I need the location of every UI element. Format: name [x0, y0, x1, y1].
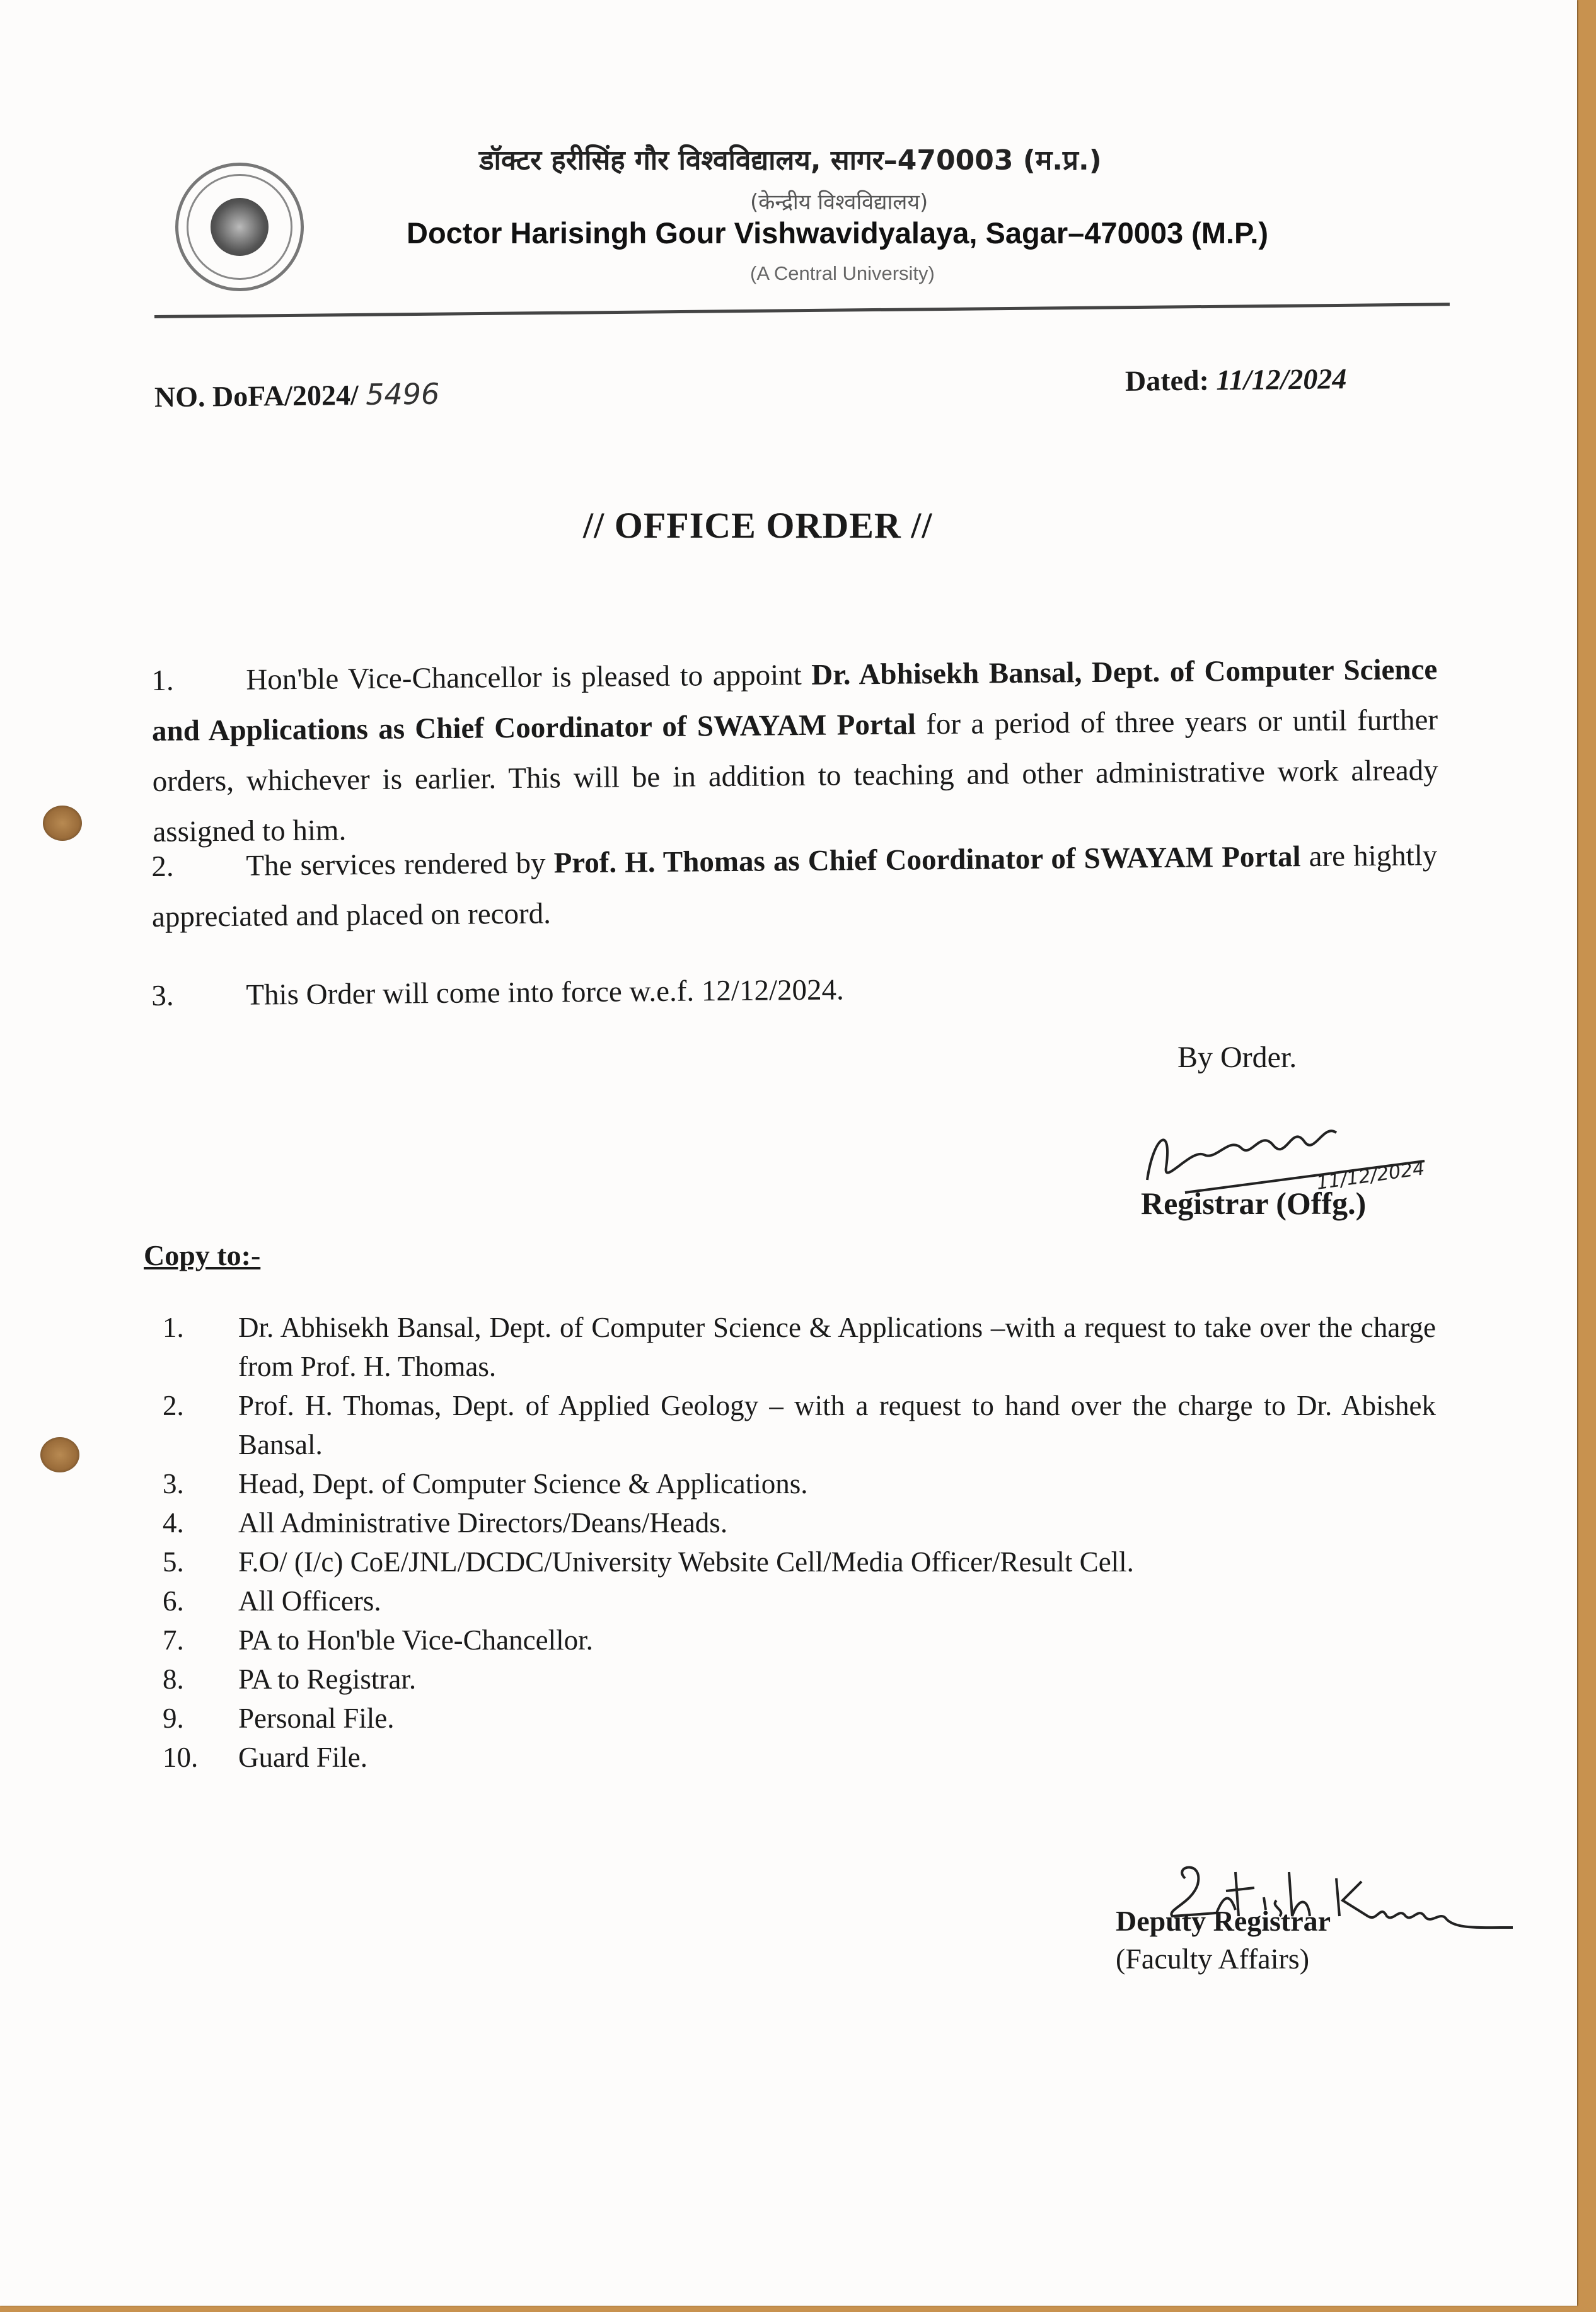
paragraph-text: Hon'ble Vice-Chancellor is pleased to appoint: [246, 658, 812, 696]
copy-to-item: [163, 1621, 1436, 1660]
copy-to-item: [163, 1503, 1436, 1542]
paragraph-text: for a period of three years or until further orders, whichever is earlier. This will be in addition to teaching and other administrative work already assigned to him.: [152, 703, 1438, 848]
date-line: [1125, 362, 1347, 398]
punch-hole-bottom: [40, 1437, 79, 1472]
copy-to-item-number: 4.: [163, 1507, 184, 1539]
paragraph-number: 2.: [151, 850, 174, 883]
copy-to-item-number: 7.: [163, 1624, 184, 1656]
paragraph-3: [151, 959, 1438, 1021]
deputy-registrar-department: (Faculty Affairs): [1116, 1943, 1310, 1975]
paragraph-text: are hightly appreciated and placed on record.: [151, 839, 1438, 933]
copy-to-list: [163, 1308, 1436, 1777]
copy-to-item-text: Personal File.: [238, 1702, 395, 1734]
registrar-designation: Registrar (Offg.): [1141, 1186, 1367, 1221]
copy-to-item: [163, 1581, 1436, 1621]
dated-label: Dated:: [1125, 364, 1210, 397]
paragraph-2: [151, 830, 1438, 942]
punch-hole-top: [43, 806, 82, 841]
copy-to-item-number: 1.: [163, 1312, 184, 1343]
copy-to-item-number: 8.: [163, 1663, 184, 1695]
copy-to-item-number: 5.: [163, 1546, 184, 1578]
copy-to-item-text: All Officers.: [238, 1585, 381, 1617]
paragraph-text: This Order will come into force w.e.f. 12/12/2024.: [246, 973, 845, 1012]
seal-emblem-icon: [211, 198, 269, 256]
copy-to-item-text: Prof. H. Thomas, Dept. of Applied Geology – with a request to hand over the charge to Dr. Abishek Bansal.: [238, 1390, 1436, 1460]
reference-number: [154, 377, 440, 414]
reference-prefix: NO. DoFA/2024/: [154, 378, 359, 413]
hindi-university-name: डॉक्टर हरीसिंह गौर विश्वविद्यालय, सागर–470003 (म.प्र.): [479, 144, 1102, 176]
copy-to-item-number: 10.: [163, 1742, 199, 1773]
copy-to-item: [163, 1542, 1436, 1581]
copy-to-item: [163, 1660, 1436, 1699]
paragraph-bold-text: Prof. H. Thomas as Chief Coordinator of SWAYAM Portal: [553, 840, 1301, 880]
reference-handwritten-number: 5496: [365, 376, 440, 412]
document-title: // OFFICE ORDER //: [583, 505, 933, 546]
copy-to-item: [163, 1308, 1436, 1386]
header-divider: [154, 303, 1450, 318]
copy-to-item: [163, 1738, 1436, 1777]
copy-to-item-number: 6.: [163, 1585, 184, 1617]
paragraph-1: [151, 644, 1439, 857]
by-order-text: By Order.: [1177, 1041, 1297, 1074]
copy-to-item-text: All Administrative Directors/Deans/Heads.: [238, 1507, 728, 1539]
university-seal-logo: [175, 163, 304, 291]
copy-to-item-text: Guard File.: [238, 1742, 367, 1773]
copy-to-item-text: Head, Dept. of Computer Science & Applications.: [238, 1468, 808, 1500]
copy-to-item: [163, 1464, 1436, 1503]
deputy-registrar-block: [1116, 1902, 1331, 1978]
english-university-name: Doctor Harisingh Gour Vishwavidyalaya, Sagar–470003 (M.P.): [407, 216, 1269, 250]
copy-to-item-number: 3.: [163, 1468, 184, 1500]
copy-to-item-number: 2.: [163, 1390, 184, 1421]
deputy-registrar-designation: Deputy Registrar: [1116, 1905, 1331, 1937]
english-central-university: (A Central University): [750, 262, 935, 284]
paragraph-bold-text: Dr. Abhisekh Bansal, Dept. of Computer Science and Applications as Chief Coordinator of SWAYAM Portal: [151, 653, 1438, 748]
copy-to-label: Copy to:-: [144, 1239, 261, 1271]
paragraph-text: The services rendered by: [246, 847, 554, 882]
copy-to-item: [163, 1699, 1436, 1738]
paragraph-number: 1.: [151, 664, 174, 697]
signature-date: 11/12/2024: [1315, 1157, 1426, 1194]
copy-to-item-number: 9.: [163, 1702, 184, 1734]
copy-to-item-text: PA to Registrar.: [238, 1663, 417, 1695]
copy-to-item-text: F.O/ (I/c) CoE/JNL/DCDC/University Website Cell/Media Officer/Result Cell.: [238, 1546, 1134, 1578]
copy-to-item: [163, 1386, 1436, 1464]
copy-to-item-text: Dr. Abhisekh Bansal, Dept. of Computer Science & Applications –with a request to take over the charge from Prof. H. Thomas.: [238, 1312, 1436, 1382]
copy-to-item-text: PA to Hon'ble Vice-Chancellor.: [238, 1624, 593, 1656]
signature-stroke: [1147, 1131, 1336, 1180]
paragraph-number: 3.: [151, 979, 174, 1012]
seal-inner-ring: [187, 174, 292, 280]
dated-value: 11/12/2024: [1216, 362, 1347, 396]
hindi-central-university: (केन्द्रीय विश्वविद्यालय): [750, 190, 928, 215]
